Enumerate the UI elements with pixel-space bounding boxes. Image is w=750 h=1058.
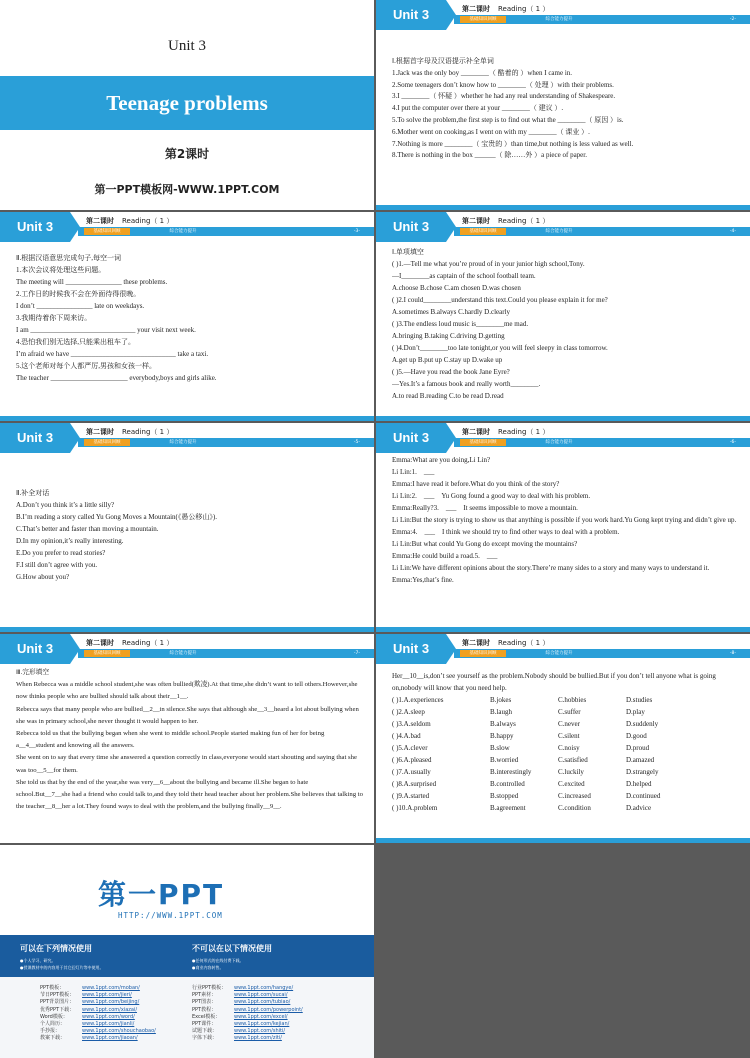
resource-link[interactable]: 教案下载： www.1ppt.com/jiaoan/ xyxy=(40,1035,138,1042)
option-choice: C.increased xyxy=(558,792,591,800)
page-number: -7- xyxy=(353,651,360,656)
option-choice: B.laugh xyxy=(490,708,512,716)
tab-basic[interactable]: 基础知识回顾 xyxy=(460,650,506,657)
unit-tab: Unit 3 xyxy=(376,212,446,242)
dialogue-line: Emma:4. ___ I think we should try to find other ways to deal with a problem. xyxy=(392,528,620,536)
exercise-line: 2.工作日的时候我不会在外面待得很晚。 xyxy=(16,290,141,298)
tab-advanced[interactable]: 综合能力提升 xyxy=(545,229,573,234)
slide-header xyxy=(376,212,750,242)
option-choice: B.always xyxy=(490,720,516,728)
exercise-body xyxy=(16,252,364,384)
option-choice: B.slow xyxy=(490,744,510,752)
option-row xyxy=(392,718,740,730)
dialogue-line: Emma:Yes,that’s fine. xyxy=(392,576,454,584)
footer-bar xyxy=(376,205,750,210)
exercise-line: 3.I ________（ 怀疑 ）whether he had any real understanding of Shakespeare. xyxy=(392,92,616,101)
option-choice: ( )1.A.experiences xyxy=(392,696,444,704)
header-title: 第二课时 Reading（ 1 ） xyxy=(86,217,174,225)
resource-links xyxy=(0,977,374,1058)
empty-cell xyxy=(376,845,750,1058)
resource-link[interactable]: PPT背景图片： www.1ppt.com/beijing/ xyxy=(40,999,140,1006)
slide-header xyxy=(0,423,374,453)
option-row xyxy=(392,802,740,814)
dialogue-line: Emma:He could build a road.5. ___ xyxy=(392,552,498,560)
slide-header xyxy=(0,212,374,242)
option-choice: D.studies xyxy=(626,696,653,704)
option-choice: ( )10.A.problem xyxy=(392,804,438,812)
title-slide[interactable] xyxy=(0,0,374,210)
dialogue-line: Li Lin:2. ___ Yu Gong found a good way to deal with his problem. xyxy=(392,492,591,500)
option-row xyxy=(392,742,740,754)
slide-5[interactable] xyxy=(0,423,374,632)
passage-paragraph: She told us that by the end of the year,she was very__6__about the bullying and became ill.She began to hate school.But__7__she had a friend who could talk to,and they told their head teacher about her problem.She believes that talking to the teacher__8__her a lot.They found ways to deal with the problem,and the bullying finally__9__. xyxy=(16,778,363,811)
exercise-line: A.to read B.reading C.to be read D.read xyxy=(392,392,504,400)
slide-6[interactable] xyxy=(376,423,750,632)
option-choice: D.continued xyxy=(626,792,661,800)
option-choice: C.never xyxy=(558,720,580,728)
option-choice: ( )8.A.surprised xyxy=(392,780,437,788)
resource-link[interactable]: PPT课件： www.1ppt.com/kejian/ xyxy=(192,1021,290,1028)
exercise-heading: Ⅰ.单项填空 xyxy=(392,248,424,256)
promo-slide[interactable] xyxy=(0,845,374,1058)
option-choice: ( )6.A.pleased xyxy=(392,756,432,764)
passage-paragraph: When Rebecca was a middle school student,she was often bullied(欺凌).At that time,she didn’t want to tell others.However,she now thinks people who are bullied should talk about their__1__. xyxy=(16,681,358,701)
option-choice: C.suffer xyxy=(558,708,581,716)
slide-7[interactable] xyxy=(0,634,374,843)
lesson-number: 第2课时 xyxy=(164,147,210,161)
unit-label: Unit 3 xyxy=(168,38,206,54)
page-number: -6- xyxy=(729,440,736,445)
unit-tab: Unit 3 xyxy=(0,423,70,453)
tab-basic[interactable]: 基础知识回顾 xyxy=(460,439,506,446)
tab-basic[interactable]: 基础知识回顾 xyxy=(84,228,130,235)
page-number: -4- xyxy=(729,229,736,234)
slide-header xyxy=(376,423,750,453)
title-band xyxy=(0,76,374,130)
option-choice: D.advice xyxy=(626,804,652,812)
option-choice: C.excited xyxy=(558,780,585,788)
dialogue-line: Li Lin:We have different opinions about the story.There’re many sides to a story and many ways to understand it. xyxy=(392,564,710,572)
exercise-line: E.Do you prefer to read stories? xyxy=(16,549,106,557)
logo-area xyxy=(0,845,374,935)
exercise-body xyxy=(392,670,740,814)
tab-advanced[interactable]: 综合能力提升 xyxy=(169,229,197,234)
tab-advanced[interactable]: 综合能力提升 xyxy=(169,440,197,445)
exercise-line: 1.本次会议将处理这些问题。 xyxy=(16,266,106,274)
resource-link[interactable]: Excel模板： www.1ppt.com/excel/ xyxy=(192,1013,288,1020)
lesson-title: Teenage problems xyxy=(106,91,268,115)
unit-tab: Unit 3 xyxy=(0,212,70,242)
option-choice: C.silent xyxy=(558,732,580,740)
exercise-line: 7.Nothing is more ________（ 宝贵的 ）than time,but nothing is less valued as well. xyxy=(392,139,634,148)
option-choice: C.satisfied xyxy=(558,756,588,764)
passage-paragraph: She went on to say that every time she answered a question correctly in class,everyone would start shouting and saying that she was too__5__for them. xyxy=(16,754,357,774)
header-title: 第二课时 Reading（ 1 ） xyxy=(462,5,550,13)
option-choice: B.happy xyxy=(490,732,514,740)
exercise-line: F.I still don’t agree with you. xyxy=(16,561,98,569)
option-choice: ( )4.A.bad xyxy=(392,732,421,740)
slide-3[interactable] xyxy=(0,212,374,421)
exercise-line: The teacher ______________________ everybody,boys and girls alike. xyxy=(16,374,217,382)
unit-tab: Unit 3 xyxy=(376,423,446,453)
exercise-line: A.Don’t you think it’s a little silly? xyxy=(16,501,115,509)
exercise-heading: Ⅱ.根据汉语意思完成句子,每空一词 xyxy=(16,254,121,262)
option-choice: ( )7.A.usually xyxy=(392,768,431,776)
forbidden-use: 不可以在以下情况使用 ●任何形式的在线付费下载。 ●商业内容转售。 xyxy=(192,944,272,970)
brand-logo: 第一PPT xyxy=(98,878,225,911)
exercise-line: B.I’m reading a story called Yu Gong Moves a Mountain(《愚公移山》). xyxy=(16,513,217,521)
links-left xyxy=(40,985,156,1043)
exercise-heading: Ⅱ.补全对话 xyxy=(16,489,50,497)
exercise-line: 4.I put the computer over there at your ________（ 建议 ）. xyxy=(392,104,564,113)
options-list xyxy=(392,694,740,814)
footer-bar xyxy=(376,627,750,632)
page-number: -5- xyxy=(353,440,360,445)
exercise-line: 3.我期待着你下周来访。 xyxy=(16,314,92,322)
option-choice: D.suddenly xyxy=(626,720,659,728)
exercise-line: ( )3.The endless loud music is________me mad. xyxy=(392,320,529,328)
option-choice: D.good xyxy=(626,732,647,740)
slide-header xyxy=(0,634,374,664)
exercise-body xyxy=(392,246,740,402)
slide-2[interactable] xyxy=(376,0,750,210)
exercise-line: A.sometimes B.always C.hardly D.clearly xyxy=(392,308,511,316)
exercise-line: ( )5.—Have you read the book Jane Eyre? xyxy=(392,368,510,376)
exercise-body xyxy=(16,667,364,813)
page-number: -3- xyxy=(353,229,360,234)
footer-bar xyxy=(376,416,750,421)
option-row xyxy=(392,778,740,790)
option-choice: D.proud xyxy=(626,744,650,752)
exercise-line: 5.To solve the problem,the first step is to find out what the ________（ 原因 ）is. xyxy=(392,115,624,124)
resource-link[interactable]: 优秀PPT下载： www.1ppt.com/xiazai/ xyxy=(40,1006,138,1013)
unit-tab: Unit 3 xyxy=(0,634,70,664)
resource-link[interactable]: PPT模板： www.1ppt.com/moban/ xyxy=(40,985,140,991)
exercise-line: 8.There is nothing in the box ______（ 除……外 ）a piece of paper. xyxy=(392,151,587,160)
passage-paragraph: Rebecca told us that the bullying began when she went to middle school.People started making fun of her for being a__4__student and knowing all the answers. xyxy=(16,730,325,750)
option-choice: B.controlled xyxy=(490,780,525,788)
option-choice: ( )2.A.sleep xyxy=(392,708,425,716)
exercise-line: The meeting will ________________ these problems. xyxy=(16,278,168,286)
tab-advanced[interactable]: 综合能力提升 xyxy=(545,17,573,22)
option-choice: B.agreement xyxy=(490,804,526,812)
exercise-line: C.That’s better and faster than moving a mountain. xyxy=(16,525,159,533)
option-choice: ( )9.A.started xyxy=(392,792,430,800)
links-right xyxy=(192,985,303,1043)
footer-bar xyxy=(0,627,374,632)
tab-basic[interactable]: 基础知识回顾 xyxy=(460,16,506,23)
resource-link[interactable]: PPT图表： www.1ppt.com/tubiao/ xyxy=(192,999,291,1006)
unit-tab: Unit 3 xyxy=(376,0,446,30)
option-choice: C.noisy xyxy=(558,744,580,752)
page-number: -8- xyxy=(729,651,736,656)
header-title: 第二课时 Reading（ 1 ） xyxy=(86,639,174,647)
tab-basic[interactable]: 基础知识回顾 xyxy=(84,439,130,446)
tab-advanced[interactable]: 综合能力提升 xyxy=(169,651,197,656)
option-choice: D.play xyxy=(626,708,645,716)
exercise-line: 2.Some teenagers don’t know how to ________（ 处理 ）with their problems. xyxy=(392,80,614,89)
exercise-line: I don’t ________________ late on weekdays. xyxy=(16,302,145,310)
option-choice: B.stopped xyxy=(490,792,519,800)
option-choice: ( )3.A.seldom xyxy=(392,720,431,728)
exercise-line: ( )1.—Tell me what you’re proud of in your junior high school,Tony. xyxy=(392,260,585,268)
header-title: 第二课时 Reading（ 1 ） xyxy=(462,428,550,436)
exercise-line: A.get up B.put up C.stay up D.wake up xyxy=(392,356,503,364)
page-number: -2- xyxy=(729,17,736,22)
slide-header xyxy=(376,634,750,664)
resource-link[interactable]: 试题下载： www.1ppt.com/shiti/ xyxy=(192,1028,286,1035)
resource-link[interactable]: PPT素材： www.1ppt.com/sucai/ xyxy=(192,992,288,999)
allowed-use: 可以在下列情况使用 ●个人学习、研究。 ●授课教材中的内容用于其它幻灯片等中使用。 xyxy=(20,944,104,970)
tab-basic[interactable]: 基础知识回顾 xyxy=(84,650,130,657)
exercise-line: ( )2.I could________understand this text.Could you please explain it for me? xyxy=(392,296,608,304)
option-choice: C.luckily xyxy=(558,768,584,776)
option-row xyxy=(392,694,740,706)
resource-link[interactable]: PPT教程： www.1ppt.com/powerpoint/ xyxy=(192,1006,303,1013)
exercise-line: 4.恐怕我们别无选择,只能乘出租车了。 xyxy=(16,338,135,346)
passage-paragraph: Rebecca says that many people who are bullied__2__in silence.She says that although she__3__heard a lot about bullying when she was in primary school,she never thought it would happen to her. xyxy=(16,705,359,725)
unit-tab: Unit 3 xyxy=(376,634,446,664)
dialogue-line: Li Lin:But what could Yu Gong do except moving the mountains? xyxy=(392,540,578,548)
tab-advanced[interactable]: 综合能力提升 xyxy=(545,440,573,445)
exercise-line: —Yes.It’s a famous book and really worth________. xyxy=(392,380,541,388)
exercise-line: 5.这个老师对每个人都严厉,男孩和女孩一样。 xyxy=(16,362,156,370)
option-choice: B.interestingly xyxy=(490,768,532,776)
option-choice: B.worried xyxy=(490,756,519,764)
exercise-line: 6.Mother went on cooking,as I went on with my ________（ 课业 ）. xyxy=(392,127,590,136)
site-credit: 第一PPT模板网-WWW.1PPT.COM xyxy=(94,183,280,196)
resource-link[interactable]: 手抄报： www.1ppt.com/shouchaobao/ xyxy=(40,1028,156,1035)
option-choice: D.amazed xyxy=(626,756,655,764)
exercise-line: —I________as captain of the school football team. xyxy=(392,272,536,280)
exercise-line: A.bringing B.taking C.driving D.getting xyxy=(392,332,505,340)
option-choice: D.helped xyxy=(626,780,652,788)
slide-header xyxy=(376,0,750,30)
option-choice: C.condition xyxy=(558,804,591,812)
resource-link[interactable]: Word模板： www.1ppt.com/word/ xyxy=(40,1013,135,1020)
option-row xyxy=(392,790,740,802)
option-row xyxy=(392,754,740,766)
resource-link[interactable]: 个人简历： www.1ppt.com/jianli/ xyxy=(40,1021,135,1028)
option-choice: D.strangely xyxy=(626,768,659,776)
option-choice: C.hobbies xyxy=(558,696,587,704)
exercise-body xyxy=(392,454,740,586)
dialogue-line: Li Lin:But the story is trying to show us that anything is possible if you work hard.Yu Gong kept trying and didn’t give up. xyxy=(392,516,737,524)
footer-bar xyxy=(0,416,374,421)
exercise-line: A.choose B.chose C.am chosen D.was chosen xyxy=(392,284,521,292)
dialogue-line: Emma:What are you doing,Li Lin? xyxy=(392,456,491,464)
header-title: 第二课时 Reading（ 1 ） xyxy=(86,428,174,436)
exercise-heading: Ⅰ.根据首字母及汉语提示补全单词 xyxy=(392,57,494,65)
dialogue-line: Li Lin:1. ___ xyxy=(392,468,435,476)
dialogue-line: Emma:I have read it before.What do you think of the story? xyxy=(392,480,560,488)
tab-basic[interactable]: 基础知识回顾 xyxy=(460,228,506,235)
header-title: 第二课时 Reading（ 1 ） xyxy=(462,217,550,225)
slide-4[interactable] xyxy=(376,212,750,421)
exercise-line: 1.Jack was the only boy ________（ 酷着的 ）when I came in. xyxy=(392,68,573,77)
exercise-line: I am ______________________________ your visit next week. xyxy=(16,326,196,334)
option-choice: B.jokes xyxy=(490,696,512,704)
option-row xyxy=(392,766,740,778)
resource-link[interactable]: 节日PPT模板： www.1ppt.com/jieri/ xyxy=(40,992,132,999)
option-choice: ( )5.A.clever xyxy=(392,744,428,752)
option-row xyxy=(392,730,740,742)
passage-paragraph: Her__10__is,don’t see yourself as the problem.Nobody should be bullied.But if you don’t tell anyone what is going on,nobody will know that you need help. xyxy=(392,672,716,692)
exercise-line: G.How about you? xyxy=(16,573,70,581)
tab-advanced[interactable]: 综合能力提升 xyxy=(545,651,573,656)
exercise-line: D.In my opinion,it’s really interesting. xyxy=(16,537,124,545)
option-row xyxy=(392,706,740,718)
slide-8[interactable] xyxy=(376,634,750,843)
exercise-line: I’m afraid we have ______________________________ take a taxi. xyxy=(16,350,209,358)
exercise-line: ( )4.Don’t________too late tonight,or you will feel sleepy in class tomorrow. xyxy=(392,344,608,352)
resource-link[interactable]: 字体下载： www.1ppt.com/ziti/ xyxy=(192,1035,282,1042)
exercise-heading: Ⅲ.完形填空 xyxy=(16,669,50,676)
dialogue-line: Emma:Really?3. ___ It seems impossible to move a mountain. xyxy=(392,504,578,512)
footer-bar xyxy=(376,838,750,843)
exercise-body xyxy=(392,56,740,162)
brand-url[interactable]: HTTP://WWW.1PPT.COM xyxy=(118,911,223,920)
resource-link[interactable]: 行业PPT模板： www.1ppt.com/hangye/ xyxy=(192,985,294,991)
exercise-body xyxy=(16,487,364,583)
header-title: 第二课时 Reading（ 1 ） xyxy=(462,639,550,647)
